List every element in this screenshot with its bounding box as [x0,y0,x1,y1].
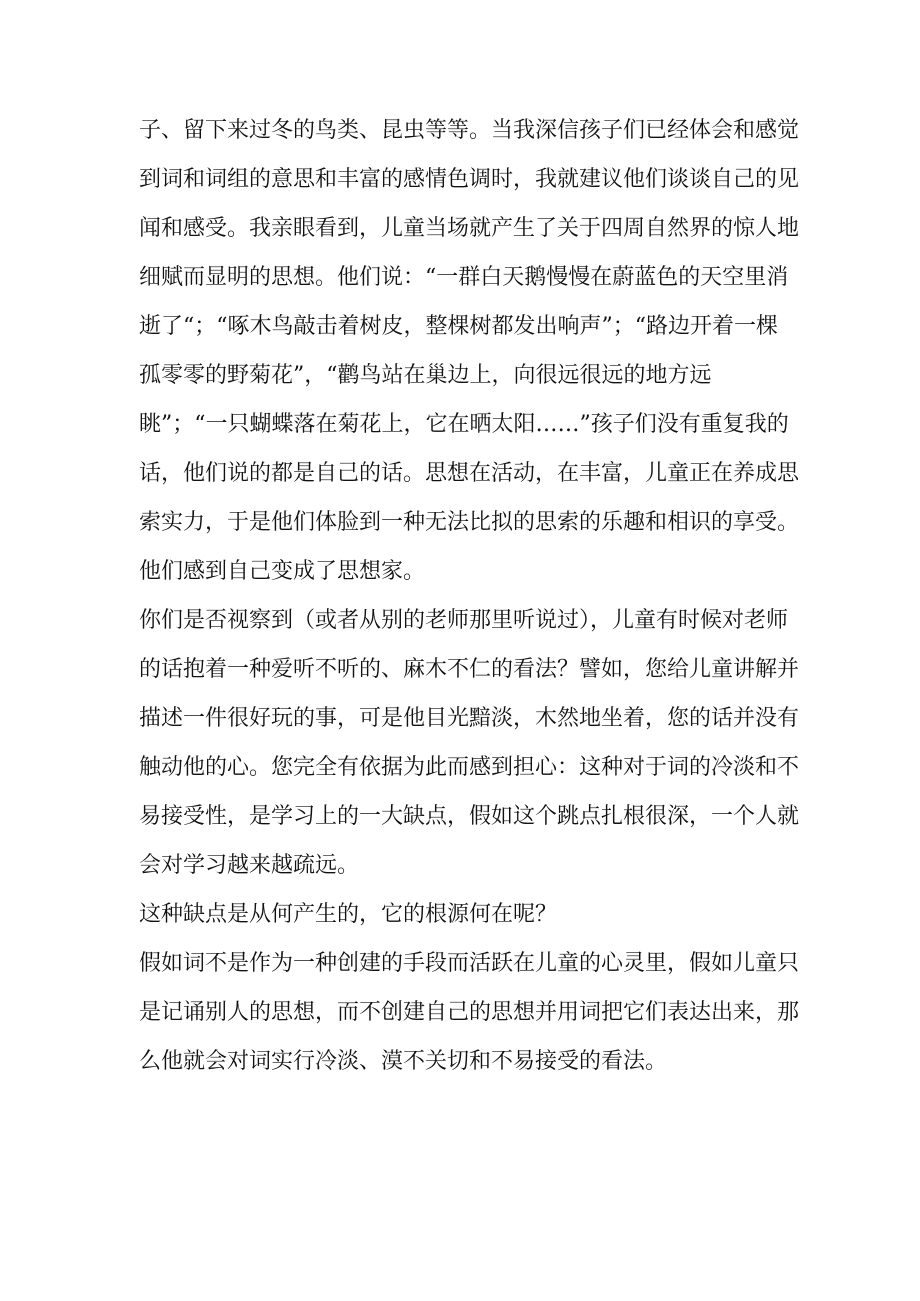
paragraph-4: 假如词不是作为一种创建的手段而活跃在儿童的心灵里，假如儿童只是记诵别人的思想，而不创建自己的思想并用词把它们表达出来，那么他就会对词实行冷淡、漠不关切和不易接受的看法。 [139,951,800,1074]
paragraph-3: 这种缺点是从何产生的，它的根源何在呢？ [139,902,558,927]
document-page [139,106,799,1086]
paragraph-2: 你们是否视察到（或者从别的老师那里听说过），儿童有时候对老师的话抱着一种爱听不听的、麻木不仁的看法？譬如，您给儿童讲解并描述一件很好玩的事，可是他目光黯淡，木然地坐着，您的话并没有触动他的心。您完全有依据为此而感到担心：这种对于词的冷淡和不易接受性，是学习上的一大缺点，假如这个跳点扎根很深，一个人就会对学习越来越疏远。 [139,608,800,878]
paragraph-1: 子、留下来过冬的鸟类、昆虫等等。当我深信孩子们已经体会和感觉到词和词组的意思和丰富的感情色调时，我就建议他们谈谈自己的见闻和感受。我亲眼看到，儿童当场就产生了关于四周自然界的惊人地细赋而显明的思想。他们说：“一群白天鹅慢慢在蔚蓝色的天空里消逝了“；“啄木鸟敲击着树皮，整棵树都发出响声”；“路边开着一棵孤零零的野菊花”，“鹳鸟站在巢边上，向很远很远的地方远眺”；“一只蝴蝶落在菊花上，它在晒太阳……”孩子们没有重复我的话，他们说的都是自己的话。思想在活动，在丰富，儿童正在养成思索实力，于是他们体脸到一种无法比拟的思索的乐趣和相识的享受。他们感到自己变成了思想家。 [139,118,800,584]
